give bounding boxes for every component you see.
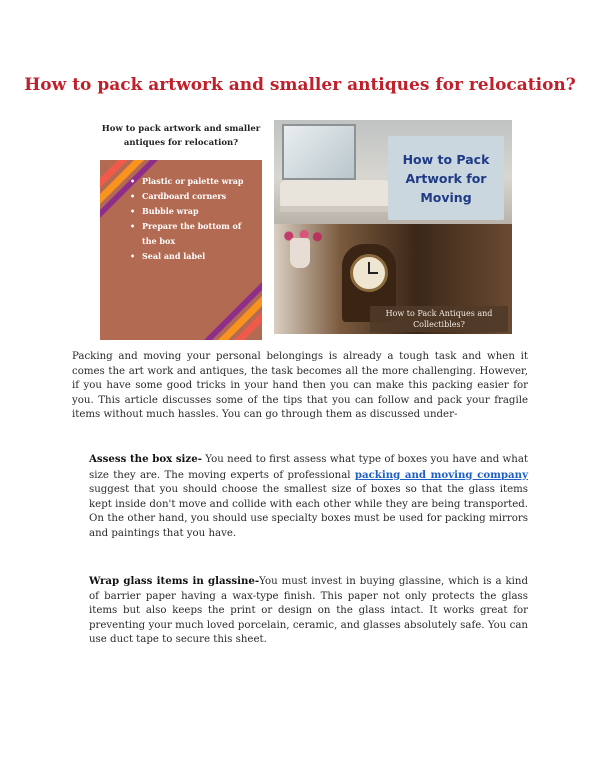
packing-moving-company-link[interactable]: packing and moving company <box>354 468 528 481</box>
antiques-caption <box>370 306 508 332</box>
assess-box-size-paragraph <box>89 452 528 542</box>
list-item: • Cardboard corners <box>130 189 258 204</box>
sofa-image <box>280 180 390 212</box>
section-text: suggest that you should choose the smallest size of boxes so that the glass items kept inside don't move and collide with each other while they are being transported. On the other hand, you should use specialty boxes must be used for packing mirrors and paintings that you have. <box>89 484 528 539</box>
infographic-heading: How to pack artwork and smaller antiques for relocation? <box>101 124 261 148</box>
section-lead: Wrap glass items in glassine- <box>89 575 260 587</box>
list-item: • Bubble wrap <box>130 204 258 219</box>
intro-paragraph: Packing and moving your personal belongings is already a tough task and when it comes the art work and antiques, the task becomes all the more challenging. However, if you have some good tricks in your hand then you can make this packing easier for you. This article discusses some of the tips that you can follow and pack your fragile items without much hassles. You can go through them as discussed under- <box>72 351 528 421</box>
document-title: How to pack artwork and smaller antiques for relocation? <box>24 75 576 95</box>
list-item: • Plastic or palette wrap <box>130 174 258 189</box>
list-item: • Seal and label <box>130 249 258 264</box>
artwork-badge <box>388 136 504 220</box>
section-lead: Assess the box size- <box>89 453 202 465</box>
vase-image <box>290 238 310 268</box>
badge-text: How to Pack Artwork for Moving <box>402 151 490 205</box>
window-image <box>282 124 356 180</box>
caption-text: How to Pack Antiques and Collectibles? <box>385 309 493 329</box>
packing-infographic <box>96 120 266 340</box>
section-text: You must invest in buying glassine, which is a kind of barrier paper having a wax-type finish. This paper not only protects the glass items but also keeps the print or design on the glass intact. It works great for preventing your much loved porcelain, ceramic, and glasses absolutely safe. You can use duct tape to secure this sheet. <box>89 576 528 646</box>
photo-collage <box>274 120 512 334</box>
wrap-glassine-paragraph <box>89 574 528 648</box>
section-text: You need to first assess what type of boxes you have and what size they are. The moving experts of professional <box>89 454 529 481</box>
packing-supplies-list <box>130 174 258 264</box>
bottom-right-stripes <box>204 282 262 340</box>
living-room-photo <box>274 120 512 224</box>
infographic-panel <box>100 160 262 340</box>
list-item: • Prepare the bottom of the box <box>130 219 258 249</box>
